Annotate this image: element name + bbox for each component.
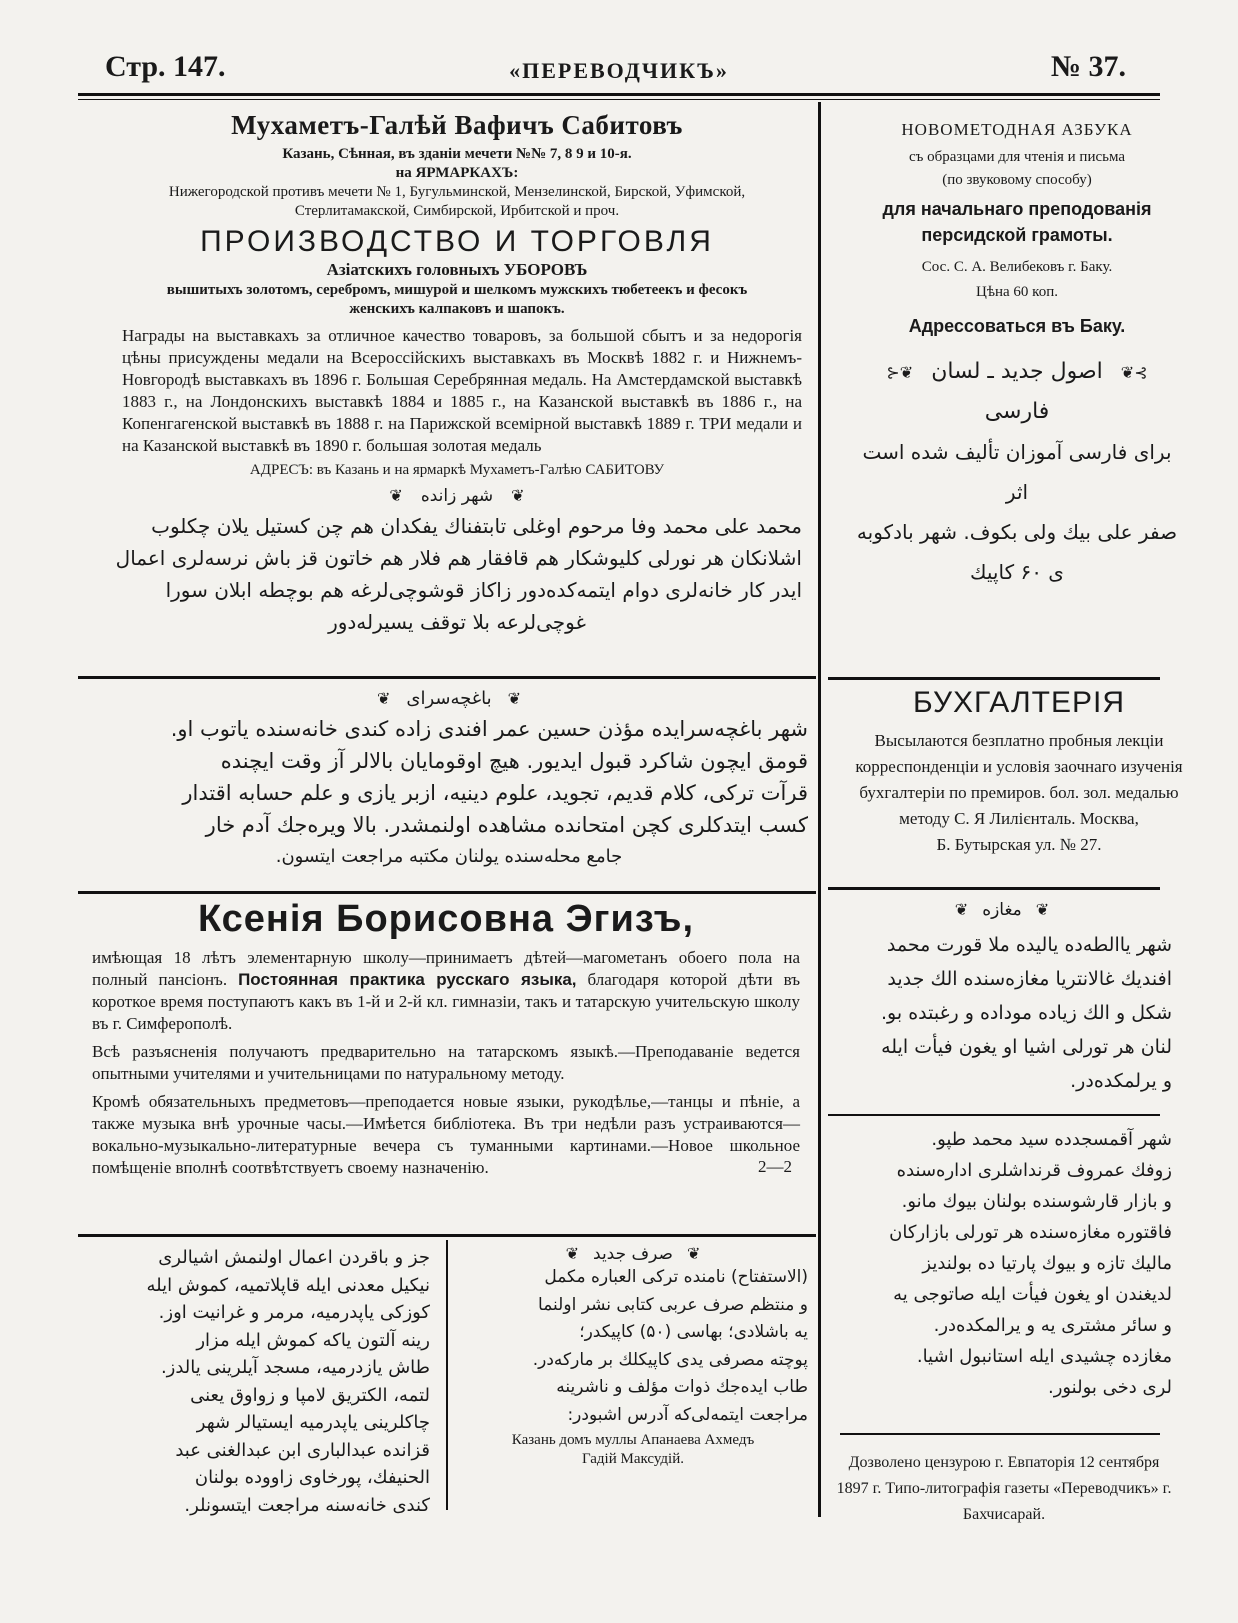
ad-sabitov-fair-list: Нижегородской противъ мечети № 1, Бугульминской, Мензелинской, Бирской, Уфимской, Стерлитамакской, Симбирской, Ирбитской и проч. xyxy=(168,184,746,219)
arabic-line: صفر علی بيك ولی بكوف. شهر بادكوبه xyxy=(856,520,1178,544)
arabic-line: شكل و الك زياده موداده و رغبتده بو. xyxy=(881,1002,1172,1024)
ad-baghchesaray xyxy=(90,688,808,873)
arabic-line: لری دخی بولنور. xyxy=(1047,1377,1172,1398)
arabic-line: شهر باغچه‌سرايده مؤذن حسين عمر افندی زاده كندی خانه‌سنده ياتوب او. xyxy=(170,717,808,741)
ad-sarf-address: Казань домъ муллы Апанаева Ахмедъ xyxy=(511,1432,755,1448)
ad-sarf-address-name: Гадій Максудій. xyxy=(581,1451,685,1467)
arabic-line: ماليك تازه و بيوك پارتيا ده بولنديز xyxy=(922,1253,1172,1274)
arabic-line: ی ۶۰ كاپيك xyxy=(970,560,1064,584)
ad-sabitov-arabic-title-row xyxy=(112,486,802,506)
ad-sabitov-heading: ПРОИЗВОДСТВО И ТОРГОВЛЯ xyxy=(200,225,714,258)
ad-baghchesaray-title-row xyxy=(90,688,808,709)
section-rule xyxy=(78,891,816,894)
ad-azbuka-arabic-title: اصول جديد ـ لسان xyxy=(931,359,1103,384)
ornament-icon: ❦ xyxy=(389,486,403,505)
ad-bukh-text: Высылаются безплатно пробныя лекціи корреспонденціи и условія заочнаго изученія бухгалтеріи по премиров. бол. зол. медалью методу С. Я Лилієнталь. Москва, xyxy=(855,731,1183,828)
arabic-line: اثر xyxy=(1005,480,1029,504)
arabic-line: فاقتوره مغازه‌سنده هر تورلی بازاركان xyxy=(889,1222,1172,1243)
header-rule-top xyxy=(78,93,1160,96)
censor-note: Дозволено цензурою г. Евпаторія 12 сентября 1897 г. Типо-литографія газеты «Переводчикъ» г. Бахчисарай. xyxy=(836,1454,1172,1523)
ad-egiz-para1 xyxy=(92,947,800,1035)
arabic-line: و منتظم صرف عربی كتابی نشر اولنما xyxy=(538,1294,808,1315)
ornament-icon: ⊱❦ xyxy=(886,363,914,382)
arabic-line: لتمه، الكتريق لامپا و زواوق يعنی xyxy=(190,1384,430,1406)
ornament-icon: ❦ xyxy=(954,900,969,919)
ad-egiz xyxy=(92,898,800,1177)
arabic-line: غوچی‌لرعه بلا توقف يسيرله‌دور xyxy=(328,610,586,634)
arabic-line: رينه آلتون ياكه كموش ايله مزار xyxy=(196,1329,430,1351)
ad-azbuka-price: Цѣна 60 коп. xyxy=(976,284,1058,300)
ad-egiz-para1-a: имѣющая 18 лѣтъ элементарную школу—принимаетъ дѣтей—магометанъ обоего пола на полный пансіонъ. xyxy=(92,948,800,989)
page-number: Стр. 147. xyxy=(105,50,226,83)
ad-sarf-title: صرف جديد xyxy=(593,1244,673,1264)
ad-sarf-text xyxy=(458,1264,808,1429)
ad-baghchesaray-text xyxy=(90,713,808,873)
ornament-icon: ❦ xyxy=(511,486,525,505)
arabic-line: يه باشلادی؛ بهاسی (۵۰) كاپيكدر؛ xyxy=(579,1322,808,1342)
ad-azbuka-author: Сос. С. А. Велибековъ г. Баку. xyxy=(921,259,1113,275)
ad-azbuka-arabic-text xyxy=(832,392,1202,592)
ornament-icon: ❦ xyxy=(565,1244,580,1263)
ornament-icon: ❦ xyxy=(507,689,522,708)
ad-sabitov-subheading: Азіатскихъ головныхъ УБОРОВЪ xyxy=(326,260,588,279)
ad-sabitov-fairs: на ЯРМАРКАХЪ: xyxy=(395,165,519,181)
ad-azbuka-title: НОВОМЕТОДНАЯ АЗБУКА xyxy=(901,120,1133,139)
ad-monuments xyxy=(90,1244,430,1519)
arabic-line: مراجعت ايتمه‌لی‌كه آدرس اشبودر: xyxy=(567,1404,808,1425)
header-rule-bottom xyxy=(78,99,1160,100)
arabic-line: جز و باقردن اعمال اولنمش اشيالری xyxy=(158,1247,430,1268)
ad-sabitov-address: Казань, Сѣнная, въ зданіи мечети №№ 7, 8 9 и 10-я. xyxy=(282,146,632,162)
arabic-line: افنديك غالانتريا مغازه‌سنده الك جديد xyxy=(887,968,1172,990)
ad-azbuka-address: Адрессоваться въ Баку. xyxy=(908,316,1126,336)
inner-column-divider xyxy=(446,1240,448,1510)
ad-azbuka xyxy=(832,120,1202,592)
ad-shop2-text xyxy=(832,1124,1172,1403)
section-rule xyxy=(78,676,816,679)
arabic-line: مغازده چشيدی ايله استانبول اشيا. xyxy=(916,1346,1172,1367)
ad-shop1-title-row xyxy=(832,900,1172,920)
ad-bukh-title: БУХГАЛТЕРІЯ xyxy=(912,686,1125,719)
ad-azbuka-sub1: съ образцами для чтенія и письма xyxy=(908,149,1126,165)
ad-shop-aqmesjid xyxy=(832,1124,1172,1403)
arabic-line: الحنيفك، پورخاوی زاووده بولنان xyxy=(194,1467,430,1488)
arabic-line: جامع محله‌سنده يولنان مكتبه مراجعت ايتسون. xyxy=(275,846,623,867)
arabic-line: چاكلرينی ياپدرميه ايستيالر شهر xyxy=(196,1412,430,1433)
arabic-line: كسب ايتدكلری كچن امتحانده مشاهده اولنمشدر. بالا ويره‌جك آدم خار xyxy=(205,813,808,837)
issue-number: № 37. xyxy=(1050,50,1126,83)
ornament-icon: ❦ xyxy=(376,689,391,708)
ad-shop-yalta xyxy=(832,900,1172,1098)
ad-sabitov xyxy=(112,110,802,638)
ad-sarf xyxy=(458,1244,808,1469)
arabic-line: زوفك عمروف قرنداشلری اداره‌سنده xyxy=(896,1160,1172,1181)
column-divider xyxy=(818,102,821,1517)
ad-bukhgalteria xyxy=(836,686,1202,858)
ad-azbuka-sub2: (по звуковому способу) xyxy=(942,172,1092,188)
ornament-icon: ❦⊰ xyxy=(1120,363,1148,382)
newspaper-title: «ПЕРЕВОДЧИКЪ» xyxy=(509,58,729,83)
ad-azbuka-main: для начальнаго преподованія персидской грамоты. xyxy=(882,199,1152,245)
section-rule xyxy=(78,1234,816,1237)
section-rule xyxy=(840,1433,1160,1435)
ad-bukh-address: Б. Бутырская ул. № 27. xyxy=(936,835,1102,854)
ad-egiz-para1-c: благодаря которой дѣти въ короткое время поступаютъ какъ въ 1-й и 2-й кл. гимназіи, такъ и татарскую учительскую школу въ г. Симферополѣ. xyxy=(92,970,801,1033)
ad-azbuka-arabic-title-row xyxy=(832,359,1202,384)
arabic-line: ايدر كار خانه‌لری دوام ايتمه‌كده‌دور زاكاز قوشوچی‌لرغه هم بوچطه ابلان سورا xyxy=(165,578,802,602)
arabic-line: فارسی xyxy=(984,399,1050,424)
arabic-line: (الاستفتاح) نامنده تركی العباره مكمل xyxy=(544,1267,808,1287)
ad-shop1-text xyxy=(832,928,1172,1098)
arabic-line: نيكيل معدنی ايله قاپلاتميه، كموش ايله xyxy=(146,1274,430,1296)
arabic-line: و يرلمكده‌در. xyxy=(1070,1070,1172,1092)
ad-egiz-name: Ксенія Борисовна Эгизъ, xyxy=(197,898,695,940)
arabic-line: و سائر مشتری يه و يرالمكده‌در. xyxy=(933,1315,1172,1336)
ad-shop1-title: مغازه xyxy=(982,900,1022,920)
section-rule xyxy=(828,1114,1160,1116)
arabic-line: اشلانكان هر نورلی كليوشكار هم قافقار هم فلار هم خاتون قز باش نرسه‌لری اعمال xyxy=(115,546,802,570)
ad-sabitov-name: Мухаметъ-Галѣй Вафичъ Сабитовъ xyxy=(231,110,683,140)
ad-sabitov-arabic-title: شهر زانده xyxy=(420,486,494,506)
arabic-line: شهر آقمسجدده سيد محمد طپو. xyxy=(931,1129,1172,1150)
ornament-icon: ❦ xyxy=(1035,900,1050,919)
arabic-line: لديغندن او يغون فيأت ايله صاتوجی يه xyxy=(893,1284,1172,1305)
arabic-line: لنان هر تورلی اشيا او يغون فيأت ايله xyxy=(881,1036,1172,1058)
section-rule xyxy=(828,677,1160,680)
ad-egiz-mark: 2—2 xyxy=(758,1157,792,1176)
arabic-line: محمد علی محمد وفا مرحوم اوغلی تابتفناك يفكدان هم چن كستيل يلان چكلوب xyxy=(151,514,802,538)
section-rule xyxy=(828,887,1160,890)
ad-baghchesaray-title: باغچه‌سرای xyxy=(406,688,492,709)
ad-sabitov-awards: Награды на выставкахъ за отличное качество товаровъ, за большой сбытъ и за недорогія цѣны присуждены медали на Всероссійскихъ выставкахъ въ Москвѣ 1882 г. и Нижнемъ-Новгородѣ выставкахъ въ 1896 г. Большая Серебрянная медаль. На Амстердамской выставкѣ 1883 г., на Лондонскихъ выставкѣ 1884 и 1885 г., на Казанской выставкѣ въ 1886 г., на Копенгагенской выставкѣ въ 1888 г. на Парижской всемірной выставкѣ 1889 г. ТРИ медали и на Казанской выставкѣ въ 1890 г. большая золотая медаль xyxy=(122,326,802,455)
arabic-line: طاب ايده‌جك ذوات مؤلف و ناشرينه xyxy=(556,1377,808,1397)
arabic-line: كوزكی ياپدرميه، مرمر و غرانيت اوز. xyxy=(158,1302,430,1323)
ad-egiz-para2: Всѣ разъясненія получаютъ предварительно на татарскомъ языкѣ.—Преподаваніе ведется опытными учителями и учительницами по натуральному методу. xyxy=(92,1042,800,1083)
ornament-icon: ❦ xyxy=(686,1244,701,1263)
arabic-line: قزانده عبدالباری ابن عبدالغنی عبد xyxy=(175,1439,430,1461)
arabic-line: شهر ياالطه‌ده ياليده ملا قورت محمد xyxy=(886,934,1172,956)
arabic-line: و بازار قارشوسنده بولنان بيوك مانو. xyxy=(901,1191,1172,1212)
arabic-line: پوچته مصرفی يدی كاپيكلك بر ماركه‌در. xyxy=(532,1349,808,1370)
ad-egiz-para3: Кромѣ обязательныхъ предметовъ—преподается новые языки, рукодѣлье,—танцы и пѣніе, а также музыка внѣ урочные часы.—Имѣется библіотека. Въ три недѣли разъ устраиваются—вокально-музыкально-литературные вечера съ туманными картинами.—Новое школьное помѣщеніе вполнѣ соотвѣтствуетъ своему назначенію. xyxy=(92,1092,800,1177)
ad-egiz-para1-b: Постоянная практика русскаго языка, xyxy=(238,970,577,989)
arabic-line: طاش يازدرميه، مسجد آيلرينی يالدز. xyxy=(160,1357,430,1378)
ad-sabitov-address-line: АДРЕСЪ: въ Казань и на ярмаркѣ Мухаметъ-Галѣю САБИТОВУ xyxy=(249,462,665,478)
arabic-line: قومق ايچون شاكرد قبول ايديور. هيچ اوقومايان بالالر آز وقت ايچنده xyxy=(220,749,808,773)
arabic-line: قرآت تركی، كلام قديم، تجويد، علوم دينيه، ازبر يازی و علم حسابه اقتدار xyxy=(182,781,808,805)
ad-sarf-title-row xyxy=(458,1244,808,1264)
ad-sabitov-goods: вышитыхъ золотомъ, серебромъ, мишурой и шелкомъ мужскихъ тюбетеекъ и фесокъ женскихъ калпаковъ и шапокъ. xyxy=(166,282,748,317)
ad-sabitov-arabic-text xyxy=(112,510,802,638)
arabic-line: برای فارسی آموزان تأليف شده است xyxy=(862,440,1172,464)
ad-monuments-text xyxy=(90,1244,430,1519)
arabic-line: كندی خانه‌سنه مراجعت ايتسونلر. xyxy=(184,1494,430,1516)
